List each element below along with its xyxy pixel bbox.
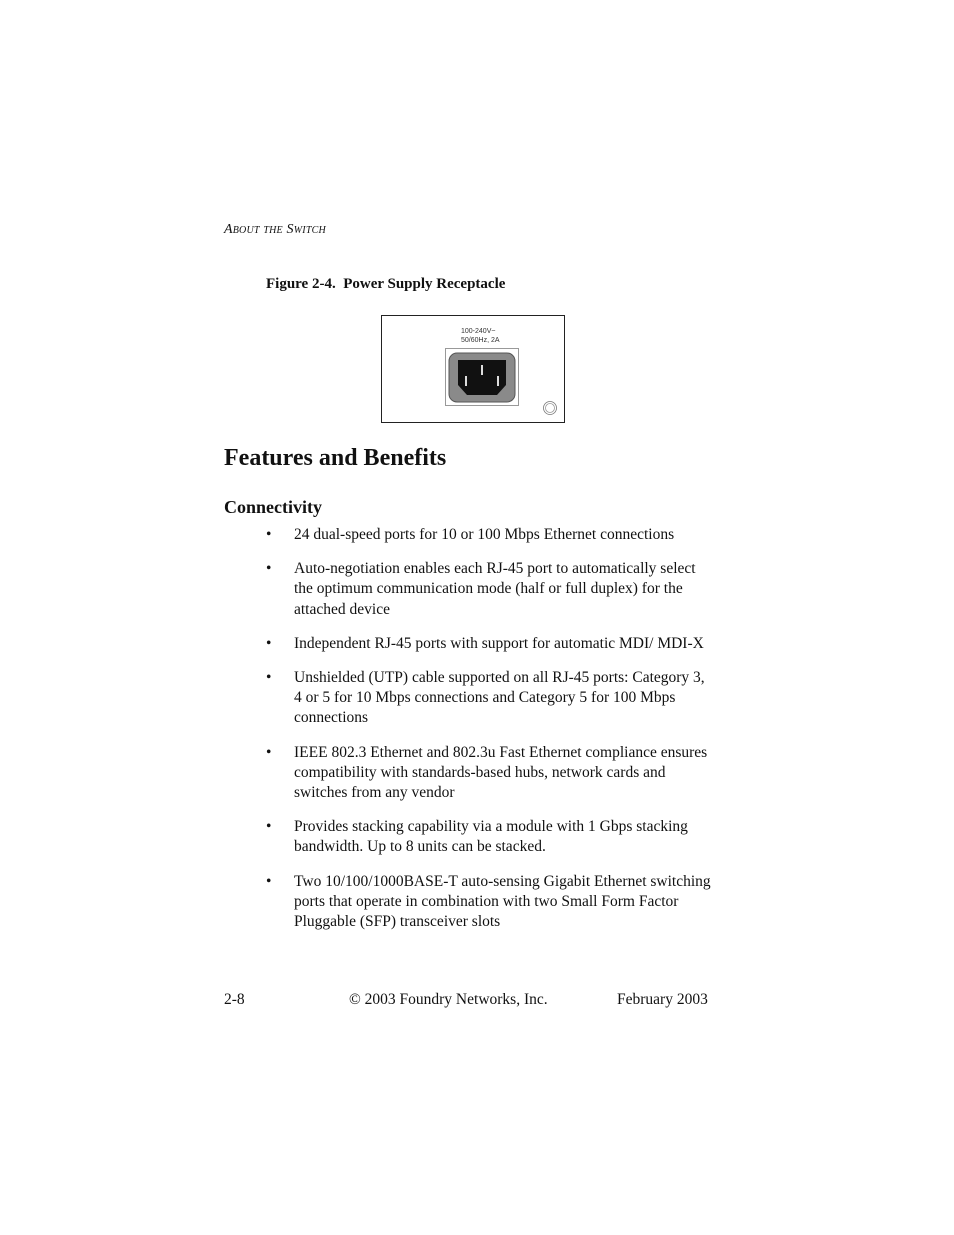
- copyright-notice: © 2003 Foundry Networks, Inc.: [349, 991, 548, 1008]
- bullet: •: [266, 818, 272, 836]
- list-item-text: Auto-negotiation enables each RJ-45 port to automatically select the optimum communication mode (half or full duplex) for the attached device: [294, 560, 696, 618]
- connectivity-list: [266, 525, 716, 946]
- subsection-title: Connectivity: [224, 497, 322, 517]
- power-receptacle-figure: [381, 315, 565, 423]
- page-number: 2-8: [224, 991, 245, 1008]
- bullet: •: [266, 872, 272, 890]
- list-item: [266, 668, 716, 729]
- list-item: [266, 817, 716, 857]
- list-item-text: Unshielded (UTP) cable supported on all RJ-45 ports: Category 3, 4 or 5 for 10 Mbps connections and Category 5 for 100 Mbps connections: [294, 669, 705, 727]
- power-rating-label: [461, 327, 500, 345]
- bullet: •: [266, 526, 272, 543]
- list-item: [266, 872, 716, 933]
- running-head: [224, 222, 326, 238]
- list-item: [266, 525, 716, 545]
- list-item-text: IEEE 802.3 Ethernet and 802.3u Fast Ethernet compliance ensures compatibility with standards-based hubs, network cards and switches from any vendor: [294, 743, 708, 802]
- screw-icon: [542, 400, 558, 416]
- power-rating-frequency: 50/60Hz, 2A: [461, 337, 500, 344]
- section-title: Features and Benefits: [224, 445, 447, 471]
- list-item: [266, 559, 716, 620]
- bullet: •: [266, 634, 272, 652]
- list-item-text: Two 10/100/1000BASE-T auto-sensing Gigabit Ethernet switching ports that operate in combination with two Small Form Factor Pluggable (SFP) transceiver slots: [294, 872, 711, 931]
- power-rating-voltage: 100-240V~: [461, 328, 496, 335]
- bullet: •: [266, 743, 272, 761]
- figure-caption: Figure 2-4. Power Supply Receptacle: [266, 276, 506, 292]
- list-item-text: 24 dual-speed ports for 10 or 100 Mbps Ethernet connections: [294, 526, 675, 543]
- running-head-text: About the Switch: [224, 222, 326, 237]
- publication-date: February 2003: [617, 991, 708, 1008]
- list-item-text: Independent RJ-45 ports with support for automatic MDI/ MDI-X: [294, 634, 704, 652]
- list-item: [266, 634, 716, 654]
- power-socket-icon: [445, 348, 519, 406]
- list-item-text: Provides stacking capability via a module with 1 Gbps stacking bandwidth. Up to 8 units can be stacked.: [294, 818, 688, 856]
- bullet: •: [266, 669, 272, 687]
- list-item: [266, 743, 716, 804]
- bullet: •: [266, 560, 272, 578]
